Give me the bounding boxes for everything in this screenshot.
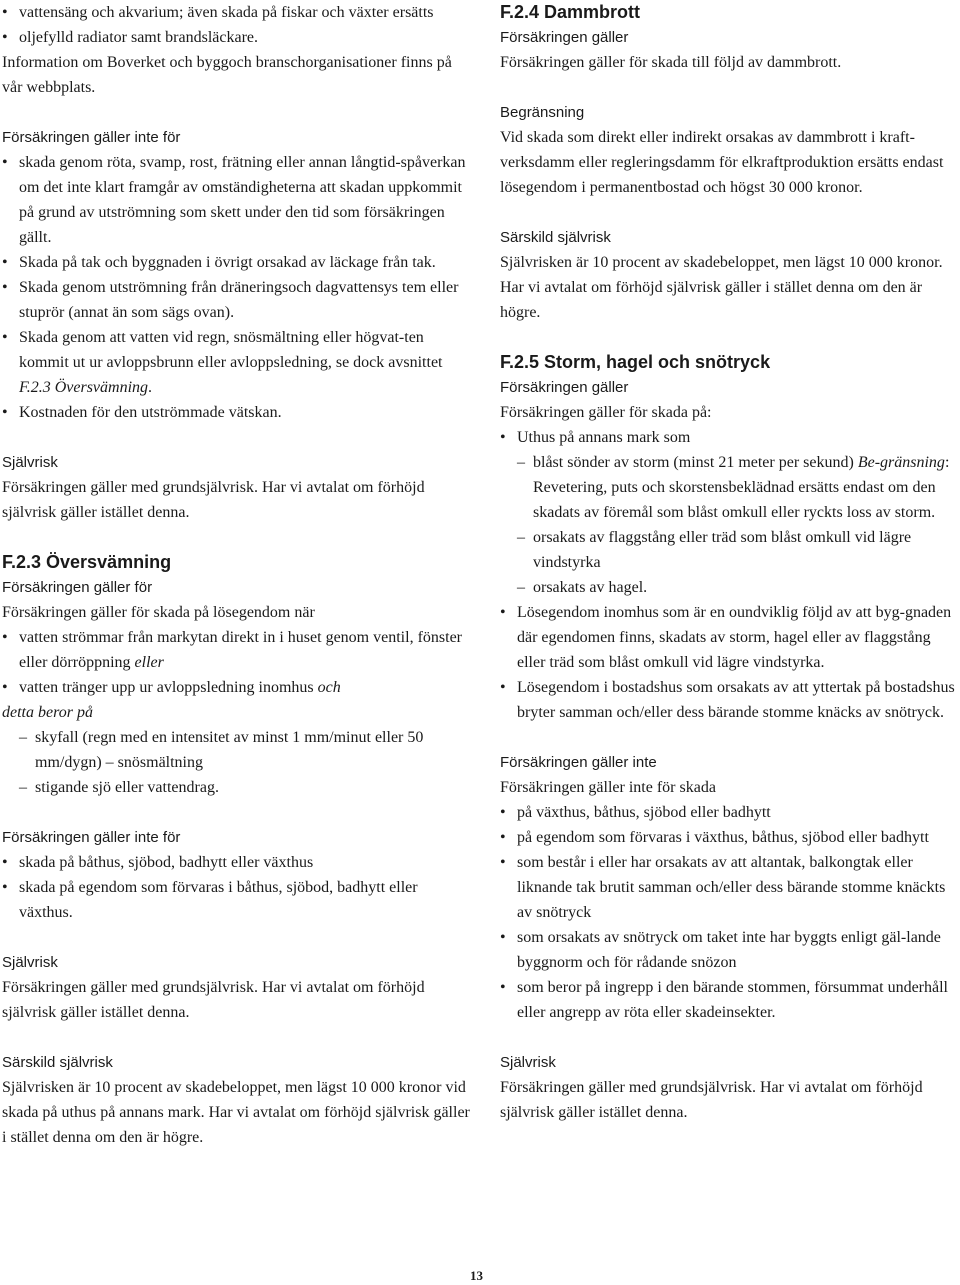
dam-limit-text: Vid skada som direkt eller indirekt orsakas av dammbrott i kraft-verksdamm eller regleringsdamm för elkraftproduktion ersätts endast lösegendom i permanentbostad och högst 30 000 kronor.	[500, 129, 944, 196]
page-number: 13	[470, 1268, 483, 1283]
bullet-item: • Lösegendom inomhus som är en oundviklig följd av att byg-gnaden där egendomen finns, skadats av storm, hagel eller av flaggstång eller träd som blåst omkull vid lägre vindstyrka.	[500, 600, 958, 675]
bullet-item: • på växthus, båthus, sjöbod eller badhytt	[500, 800, 958, 825]
info-text: Information om Boverket och byggoch branschorganisationer finns på vår webbplats.	[2, 54, 452, 96]
bullet-item: • Skada genom att vatten vid regn, snösmältning eller högvat-ten kommit ut ur avloppsbrunn eller avloppsledning, se dock avsnittet F.2.3 Översvämning.	[2, 325, 472, 400]
bullet-item: • oljefylld radiator samt brandsläckare.	[2, 25, 472, 50]
bullet-item: • Lösegendom i bostadshus som orsakats av att yttertak på bostadshus bryter samman och/eller dess bärande stomme knäcks av snötryck.	[500, 675, 958, 725]
bullet-item: • vattensäng och akvarium; även skada på fiskar och växter ersätts	[2, 0, 472, 25]
bullet-item: • på egendom som förvaras i växthus, båthus, sjöbod eller badhytt	[500, 825, 958, 850]
dam-covers-heading: Försäkringen gäller	[500, 29, 629, 46]
bullet-item: • skada genom röta, svamp, rost, frätning eller annan långtid-spåverkan om det inte klart framgår av omständigheterna att skadan uppkommit på grund av utströmning som skett under den tid som försäkringen gällt.	[2, 150, 472, 250]
covers-intro: Försäkringen gäller för skada på lösegendom när	[2, 604, 315, 621]
bullet-item: • vatten tränger upp ur avloppsledning inomhus och	[2, 675, 472, 700]
special-self-risk-text: Självrisken är 10 procent av skadebeloppet, men lägst 10 000 kronor vid skada på uthus på annans mark. Har vi avtalat om förhöjd självrisk gäller i stället denna om den är högre.	[2, 1079, 470, 1146]
covers-heading: Försäkringen gäller för	[2, 579, 153, 596]
dash-item: – blåst sönder av storm (minst 21 meter per sekund) Be-gränsning: Revetering, puts och skorstensbeklädnad ersätts endast om den skadats av föremål som blåst omkull eller ryckts loss av storm.	[500, 450, 958, 525]
bullet-item: • som beror på ingrepp i den bärande stommen, försummat underhåll eller angrepp av röta eller skadeinsekter.	[500, 975, 958, 1025]
storm-self-risk-heading: Självrisk	[500, 1054, 556, 1071]
left-column	[2, 0, 472, 1150]
dash-item: – stigande sjö eller vattendrag.	[2, 775, 472, 800]
bullet-item: • som orsakats av snötryck om taket inte har byggts enligt gäl-lande byggnorm och för rådande snözon	[500, 925, 958, 975]
not-covers-heading: Försäkringen gäller inte för	[2, 829, 181, 846]
storm-self-risk-text: Försäkringen gäller med grundsjälvrisk. Har vi avtalat om förhöjd självrisk gäller istället denna.	[500, 1079, 923, 1121]
storm-not-heading: Försäkringen gäller inte	[500, 754, 657, 771]
self-risk-text: Försäkringen gäller med grundsjälvrisk. Har vi avtalat om förhöjd självrisk gäller istället denna.	[2, 979, 425, 1021]
section-title-oversvamning: F.2.3 Översvämning	[2, 552, 172, 572]
dash-item: – skyfall (regn med en intensitet av minst 1 mm/minut eller 50 mm/dygn) – snösmältning	[2, 725, 472, 775]
self-risk-heading: Självrisk	[2, 954, 58, 971]
self-risk-heading: Självrisk	[2, 454, 58, 471]
bullet-item: • som består i eller har orsakats av att altantak, balkongtak eller liknande tak brutit samman och/eller dess bärande stomme knäckts av snötryck	[500, 850, 958, 925]
bullet-item: • Skada på tak och byggnaden i övrigt orsakad av läckage från tak.	[2, 250, 472, 275]
section-title-dammbrott: F.2.4 Dammbrott	[500, 2, 641, 22]
dam-covers-text: Försäkringen gäller för skada till följd av dammbrott.	[500, 54, 842, 71]
storm-covers-heading: Försäkringen gäller	[500, 379, 629, 396]
section-reference: F.2.3 Översvämning	[19, 379, 149, 396]
covers-condition: detta beror på	[2, 704, 93, 721]
bullet-item: • Kostnaden för den utströmmade vätskan.	[2, 400, 472, 425]
exclusions-heading: Försäkringen gäller inte för	[2, 129, 181, 146]
bullet-item: • skada på egendom som förvaras i båthus, sjöbod, badhytt eller växthus.	[2, 875, 472, 925]
bullet-item: • Skada genom utströmning från dräneringsoch dagvattensys tem eller stuprör (annat än som sägs ovan).	[2, 275, 472, 325]
bullet-item: • Uthus på annans mark som	[500, 425, 958, 450]
storm-not-intro: Försäkringen gäller inte för skada	[500, 779, 716, 796]
special-self-risk-heading: Särskild självrisk	[2, 1054, 113, 1071]
dam-special-heading: Särskild självrisk	[500, 229, 611, 246]
self-risk-text: Försäkringen gäller med grundsjälvrisk. Har vi avtalat om förhöjd självrisk gäller istället denna.	[2, 479, 425, 521]
section-title-storm: F.2.5 Storm, hagel och snötryck	[500, 352, 771, 372]
dash-item: – orsakats av flaggstång eller träd som blåst omkull vid lägre vindstyrka	[500, 525, 958, 575]
bullet-item: • vatten strömmar från markytan direkt in i huset genom ventil, fönster eller dörröppning eller	[2, 625, 472, 675]
dam-special-text: Självrisken är 10 procent av skadebeloppet, men lägst 10 000 kronor. Har vi avtalat om förhöjd självrisk gäller i stället denna om den är högre.	[500, 254, 943, 321]
right-column	[500, 0, 958, 1125]
dash-item: – orsakats av hagel.	[500, 575, 958, 600]
storm-covers-intro: Försäkringen gäller för skada på:	[500, 404, 712, 421]
dam-limit-heading: Begränsning	[500, 104, 585, 121]
bullet-item: • skada på båthus, sjöbod, badhytt eller växthus	[2, 850, 472, 875]
